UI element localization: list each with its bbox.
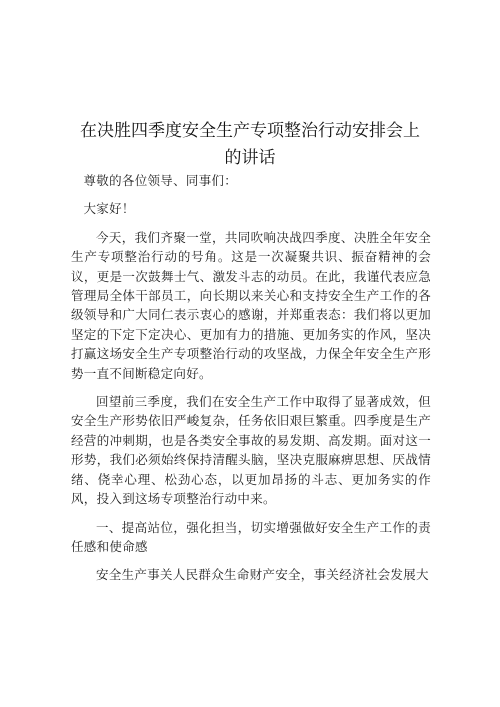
title-line-1: 在决胜四季度安全生产专项整治行动安排会上 (80, 121, 420, 141)
paragraph-section-1: 安全生产事关人民群众生命财产安全，事关经济社会发展大 (96, 567, 429, 583)
greeting: 大家好！ (83, 201, 135, 217)
paragraph-opening: 今天，我们齐聚一堂，共同吹响决战四季度、决胜全年安全生产专项整治行动的号角。这是一次凝聚共识、振奋精神的会议，更是一次鼓舞士气、激发斗志的动员。在此，我谨代表应急管理局全体干部员工，向长期以来关心和支持安全生产工作的各级领导和广大同仁表示衷心的感谢，并郑重表态：我们将以更加坚定的下定下定决心、更加有力的措施、更加务实的作风，坚决打赢这场安全生产专项整治行动的攻坚战，力保全年安全生产形势一直不间断稳定向好。 (71, 229, 431, 381)
document-title (60, 118, 440, 172)
salutation: 尊敬的各位领导、同事们： (83, 173, 238, 188)
section-heading-1: 一、提高站位，强化担当，切实增强做好安全生产工作的责任感和使命感 (71, 519, 431, 554)
document-body (71, 171, 431, 594)
paragraph-review: 回望前三季度，我们在安全生产工作中取得了显著成效，但安全生产形势依旧严峻复杂，任务依旧艰巨繁重。四季度是生产经营的冲刺期，也是各类安全事故的易发期、高发期。面对这一形势，我们必须始终保持清醒头脑，坚决克服麻痹思想、厌战情绪、侥幸心理、松劲心态，以更加昂扬的斗志、更加务实的作风，投入到这场专项整治行动中来。 (71, 394, 431, 507)
title-line-2: 的讲话 (224, 148, 276, 168)
